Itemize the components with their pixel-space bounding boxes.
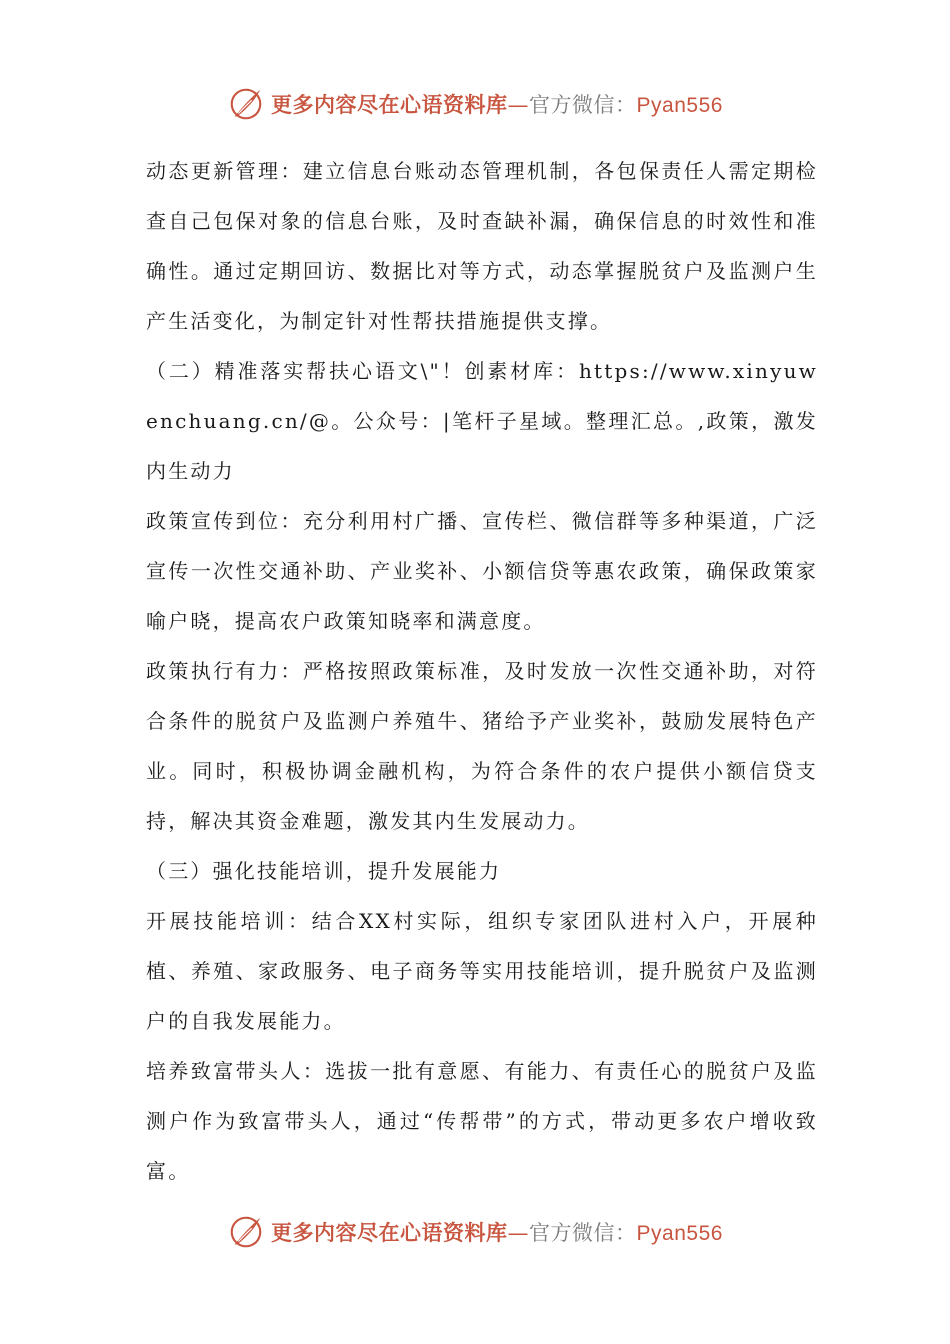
paragraph-leader-cultivation: 培养致富带头人：选拔一批有意愿、有能力、有责任心的脱贫户及监测户作为致富带头人，通过“传帮带”的方式，带动更多农户增收致富。	[146, 1059, 818, 1183]
paragraph-policy-publicity: 政策宣传到位：充分利用村广播、宣传栏、微信群等多种渠道，广泛宣传一次性交通补助、产业奖补、小额信贷等惠农政策，确保政策家喻户晓，提高农户政策知晓率和满意度。	[146, 509, 818, 633]
section-heading-2: （二）精准落实帮扶心语文\"！创素材库：https://www.xinyuwenchuang.cn/@。公众号：|笔杆子星域。整理汇总。,政策，激发内生动力	[146, 359, 818, 483]
watermark-brand: 更多内容尽在心语资料库	[271, 93, 508, 117]
footer-watermark	[0, 1212, 950, 1252]
watermark-dash: —	[507, 93, 530, 117]
watermark-text	[271, 1217, 723, 1247]
quill-logo-icon	[227, 85, 265, 123]
watermark-official: 官方微信：	[529, 1221, 637, 1245]
watermark-text	[271, 89, 723, 119]
quill-logo-icon	[227, 1213, 265, 1251]
watermark-brand: 更多内容尽在心语资料库	[271, 1221, 508, 1245]
watermark-id: Pyan556	[636, 94, 723, 117]
watermark-official: 官方微信：	[529, 93, 637, 117]
watermark-dash: —	[507, 1221, 530, 1245]
paragraph-dynamic-update: 动态更新管理：建立信息台账动态管理机制，各包保责任人需定期检查自己包保对象的信息台账，及时查缺补漏，确保信息的时效性和准确性。通过定期回访、数据比对等方式，动态掌握脱贫户及监测户生产生活变化，为制定针对性帮扶措施提供支撑。	[146, 159, 818, 333]
paragraph-skill-training: 开展技能培训：结合XX村实际，组织专家团队进村入户，开展种植、养殖、家政服务、电子商务等实用技能培训，提升脱贫户及监测户的自我发展能力。	[146, 909, 818, 1033]
document-body	[146, 146, 818, 1196]
paragraph-policy-execution: 政策执行有力：严格按照政策标准，及时发放一次性交通补助，对符合条件的脱贫户及监测户养殖牛、猪给予产业奖补，鼓励发展特色产业。同时，积极协调金融机构，为符合条件的农户提供小额信贷支持，解决其资金难题，激发其内生发展动力。	[146, 659, 818, 833]
section-heading-3: （三）强化技能培训，提升发展能力	[146, 859, 502, 883]
watermark-id: Pyan556	[636, 1222, 723, 1245]
header-watermark	[0, 84, 950, 124]
